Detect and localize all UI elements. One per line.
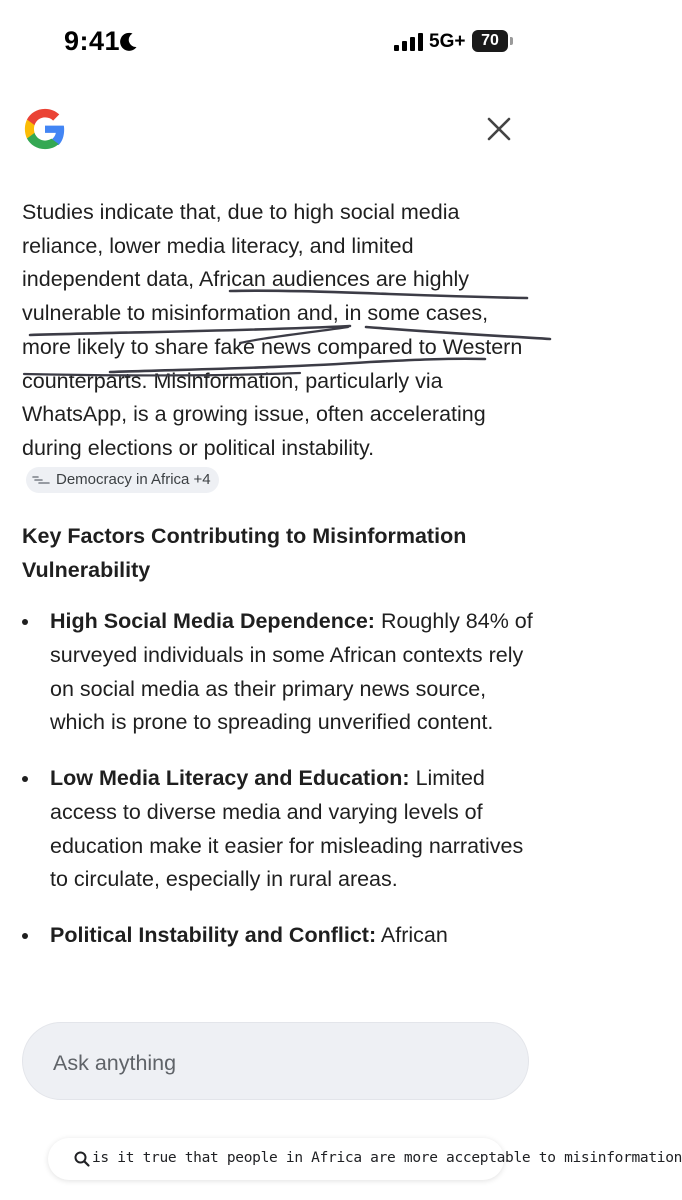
- answer-intro-text: Studies indicate that, due to high social media reliance, lower media literacy, and limited independent data, African audiences are highly vulnerable to misinformation and, in some cases, more likely to share fake news compared to Western counterparts. Misinformation, particularly via WhatsApp, is a growing issue, often accelerating during elections or political instability.: [22, 200, 523, 460]
- content-fade: [0, 975, 553, 1015]
- network-type: 5G+: [429, 31, 466, 52]
- list-item: [22, 762, 534, 897]
- status-bar: [0, 0, 553, 84]
- status-time: 9:41: [64, 26, 121, 56]
- source-chip[interactable]: [26, 467, 219, 493]
- factor-list: [22, 605, 534, 952]
- ask-input[interactable]: [51, 1045, 495, 1081]
- list-item-text: Roughly 84% of surveyed individuals in some African contexts rely on social media as their primary news source, which is prone to spreading unverified content.: [50, 609, 533, 735]
- answer-intro: [22, 196, 534, 499]
- query-pill[interactable]: [48, 1138, 682, 1180]
- list-item-text: Limited access to diverse media and varying levels of education make it easier for misleading narratives to circulate, especially in rural areas.: [50, 766, 524, 892]
- list-item-title: Political Instability and Conflict:: [50, 922, 377, 947]
- list-item-title: High Social Media Dependence:: [50, 609, 375, 634]
- source-chip-label: Democracy in Africa +4: [56, 470, 211, 488]
- battery-indicator: 70: [472, 30, 508, 52]
- section-heading: Key Factors Contributing to Misinformation Vulnerability: [22, 524, 467, 583]
- ask-bar[interactable]: [22, 1022, 529, 1100]
- list-item-title: Low Media Literacy and Education:: [50, 766, 410, 791]
- list-item-text: African: [376, 922, 448, 947]
- battery-nub: [510, 37, 513, 45]
- list-item: [22, 605, 534, 740]
- source-icon: [32, 474, 50, 486]
- moon-icon: [116, 30, 140, 54]
- close-icon[interactable]: [483, 113, 515, 145]
- signal-icon: [394, 33, 424, 51]
- list-item: [22, 919, 534, 953]
- query-text: is it true that people in Africa are more acceptable to misinformation: [92, 1150, 682, 1166]
- google-logo: [22, 106, 68, 152]
- ai-answer: [22, 196, 534, 975]
- search-icon: [74, 1151, 90, 1167]
